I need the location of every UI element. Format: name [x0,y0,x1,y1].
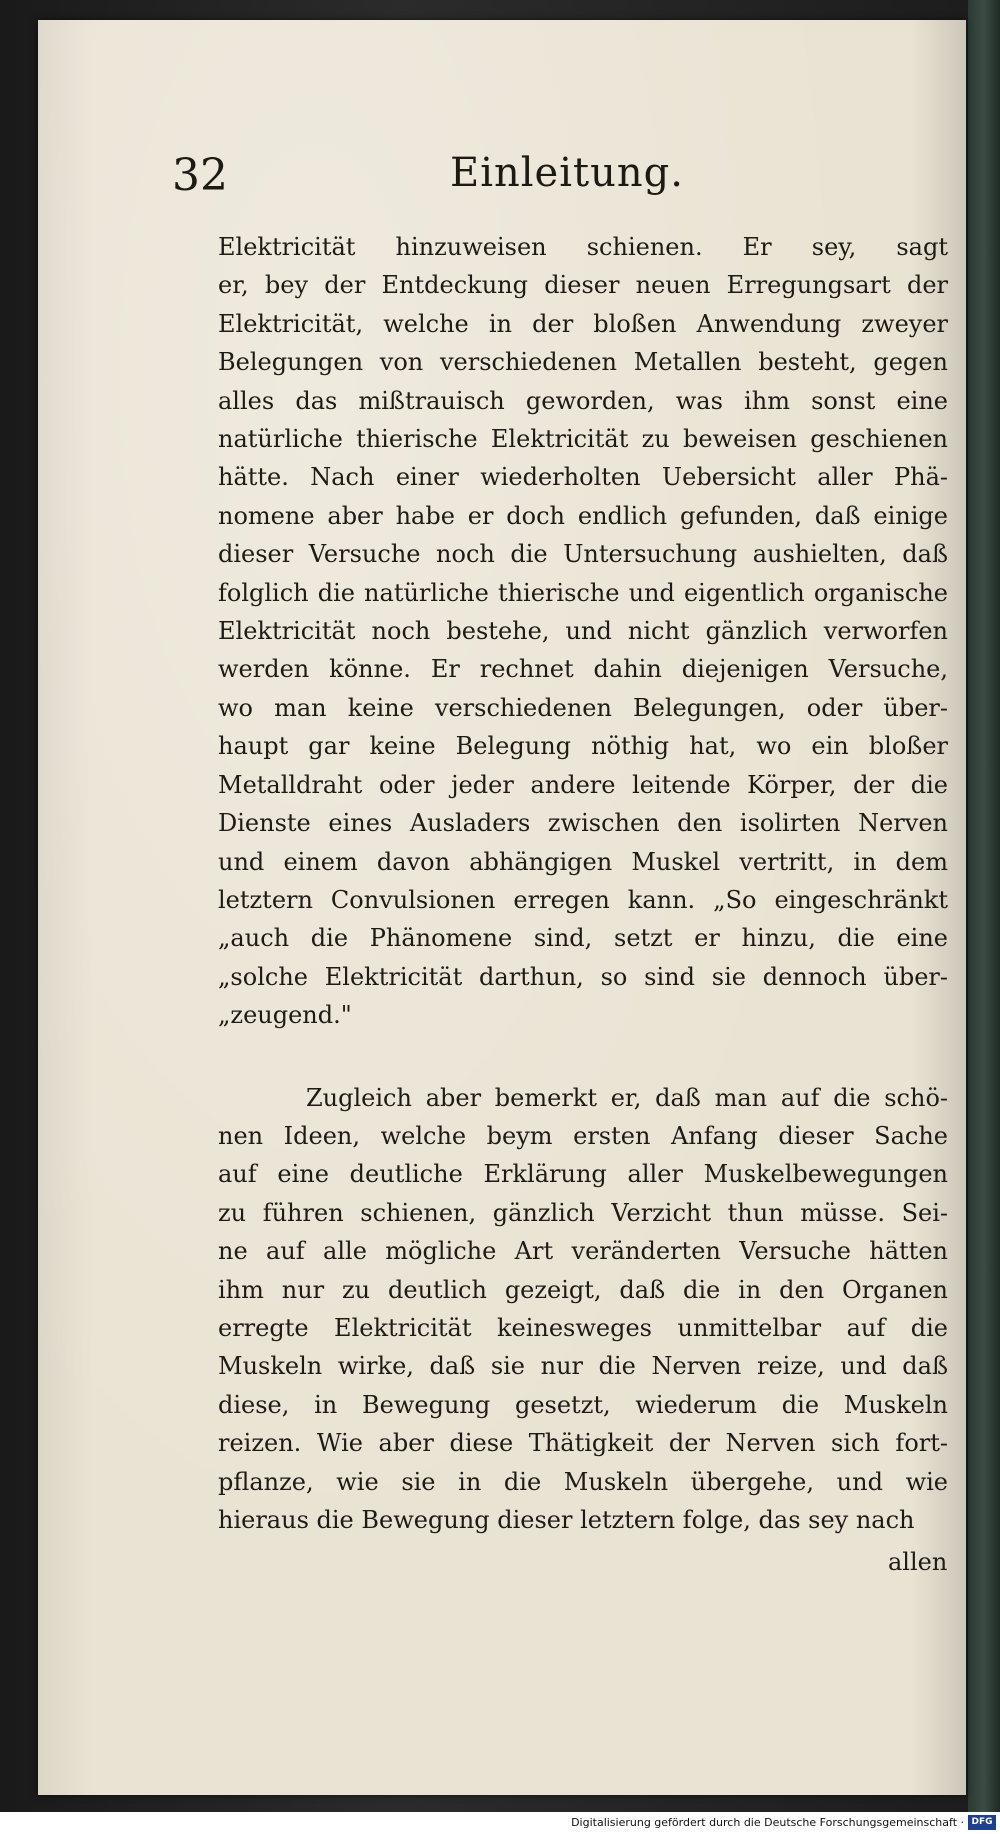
text-line: werden könne. Er rechnet dahin diejenigen Versuche, [218,655,948,684]
text-line: haupt gar keine Belegung nöthig hat, wo ein bloßer [218,732,948,761]
paragraph-2 [218,1079,948,1540]
text-line: und einem davon abhängigen Muskel vertritt, in dem [218,847,948,876]
text-line: folglich die natürliche thierische und eigentlich organische [218,578,948,607]
page-number: 32 [172,150,228,201]
dfg-logo: DFG [968,1815,996,1830]
text-line: reizen. Wie aber diese Thätigkeit der Nerven sich fort- [218,1429,948,1458]
book-spine [968,0,1000,1812]
text-line: Elektricität noch bestehe, und nicht gänzlich verworfen [218,617,948,646]
text-line: diese, in Bewegung gesetzt, wiederum die Muskeln [218,1390,948,1419]
text-line: hieraus die Bewegung dieser letztern folge, das sey nach [218,1506,915,1534]
text-line: Elektricität, welche in der bloßen Anwendung zweyer [218,309,948,338]
text-line: erregte Elektricität keinesweges unmittelbar auf die [218,1313,948,1342]
text-line: „zeugend." [218,1001,352,1030]
text-line: pflanze, wie sie in die Muskeln übergehe, und wie [218,1467,948,1496]
running-head: Einleitung. [450,150,684,196]
text-line: auf eine deutliche Erklärung aller Muskelbewegungen [218,1160,948,1189]
text-line: Elektricität hinzuweisen schienen. Er sey, sagt [218,233,948,261]
text-line: „solche Elektricität darthun, so sind sie dennoch über- [218,962,948,991]
text-line: ihm nur zu deutlich gezeigt, daß die in den Organen [218,1275,948,1304]
paragraph-spacer [218,1035,948,1079]
text-line: letztern Convulsionen erregen kann. „So eingeschränkt [218,885,948,914]
text-line: Dienste eines Ausladers zwischen den isolirten Nerven [218,809,948,838]
text-line: er, bey der Entdeckung dieser neuen Erregungsart der [218,271,948,300]
text-line: natürliche thierische Elektricität zu beweisen geschienen [218,425,948,454]
text-line: wo man keine verschiedenen Belegungen, oder über- [218,693,948,722]
paragraph-1 [218,228,948,1035]
text-line: ne auf alle mögliche Art veränderten Versuche hätten [218,1237,948,1266]
text-line: Metalldraht oder jeder andere leitende Körper, der die [218,770,948,799]
catchword: allen [888,1548,948,1576]
body-text [218,228,948,1539]
text-line: alles das mißtrauisch geworden, was ihm sonst eine [218,386,948,415]
text-line: Belegungen von verschiedenen Metallen besteht, gegen [218,348,948,377]
text-line: zu führen schienen, gänzlich Verzicht thun müsse. Sei- [218,1198,948,1227]
text-line: Zugleich aber bemerkt er, daß man auf die schö- [306,1083,948,1112]
text-line: „auch die Phänomene sind, setzt er hinzu, die eine [218,924,948,953]
digitization-credit: Digitalisierung gefördert durch die Deutsche Forschungsgemeinschaft · [571,1816,964,1829]
text-line: hätte. Nach einer wiederholten Uebersicht aller Phä- [218,463,948,492]
text-line: nomene aber habe er doch endlich gefunden, daß einige [218,501,948,530]
text-line: Muskeln wirke, daß sie nur die Nerven reize, und daß [218,1352,948,1381]
text-line: dieser Versuche noch die Untersuchung aushielten, daß [218,540,948,569]
text-line: nen Ideen, welche beym ersten Anfang dieser Sache [218,1121,948,1150]
